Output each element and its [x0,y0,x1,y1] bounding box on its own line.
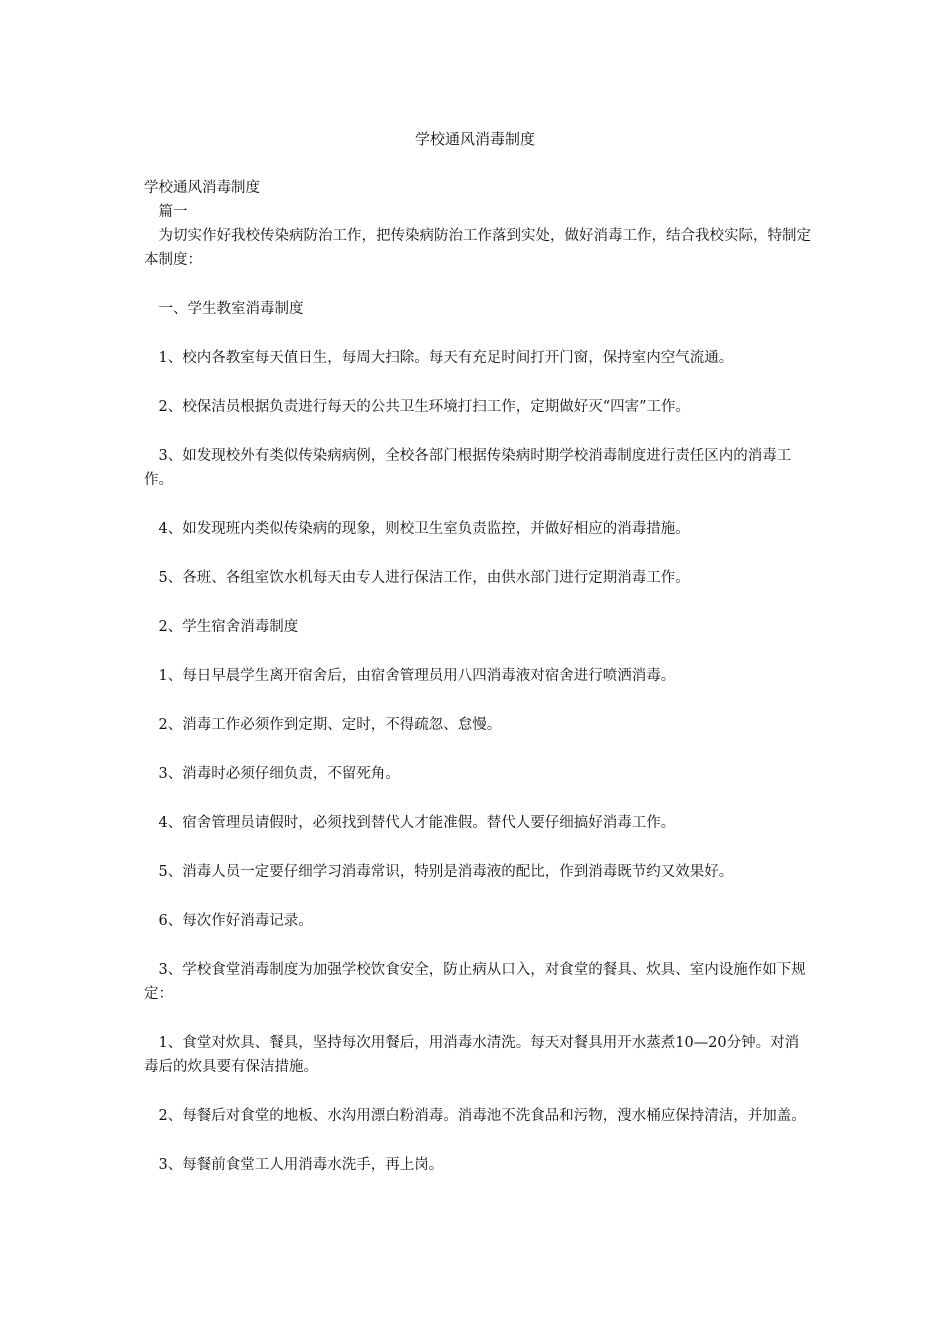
list-item: 2、校保洁员根据负责进行每天的公共卫生环境打扫工作，定期做好灭“四害”工作。 [158,399,691,415]
list-item: 1、每日早晨学生离开宿舍后，由宿舍管理员用八四消毒液对宿舍进行喷洒消毒。 [158,668,676,684]
document-heading: 学校通风消毒制度 [144,180,260,196]
document-title: 学校通风消毒制度 [414,130,535,148]
list-item: 4、如发现班内类似传染病的现象，则校卫生室负责监控，并做好相应的消毒措施。 [158,521,690,537]
section-title: 一、学生教室消毒制度 [158,301,304,317]
section-title: 2、学生宿舍消毒制度 [158,619,299,635]
list-item: 1、校内各教室每天值日生，每周大扫除。每天有充足时间打开门窗，保持室内空气流通。 [158,350,734,366]
list-item: 3、消毒时必须仔细负责，不留死角。 [158,766,400,782]
list-item: 3、每餐前食堂工人用消毒水洗手，再上岗。 [158,1157,444,1173]
list-item: 1、食堂对炊具、餐具，坚持每次用餐后，用消毒水清洗。每天对餐具用开水蒸煮10—20分钟。对消毒后的炊具要有保洁措施。 [144,1035,800,1075]
list-item: 5、各班、各组室饮水机每天由专人进行保洁工作，由供水部门进行定期消毒工作。 [158,570,690,586]
list-item: 6、每次作好消毒记录。 [158,913,313,929]
list-item: 4、宿舍管理员请假时，必须找到替代人才能准假。替代人要仔细搞好消毒工作。 [158,815,676,831]
intro-paragraph: 为切实作好我校传染病防治工作，把传染病防治工作落到实处，做好消毒工作，结合我校实际，特制定本制度： [144,228,811,268]
document-body [144,176,812,1177]
part-label: 篇一 [158,204,188,220]
section-title: 3、学校食堂消毒制度为加强学校饮食安全，防止病从口入，对食堂的餐具、炊具、室内设施作如下规定： [144,962,806,1002]
list-item: 5、消毒人员一定要仔细学习消毒常识，特别是消毒液的配比，作到消毒既节约又效果好。 [158,864,734,880]
list-item: 3、如发现校外有类似传染病病例，全校各部门根据传染病时期学校消毒制度进行责任区内的消毒工作。 [144,448,792,488]
list-item: 2、每餐后对食堂的地板、水沟用漂白粉消毒。消毒池不洗食品和污物，溲水桶应保持清洁，并加盖。 [158,1108,806,1124]
list-item: 2、消毒工作必须作到定期、定时，不得疏忽、怠慢。 [158,717,502,733]
